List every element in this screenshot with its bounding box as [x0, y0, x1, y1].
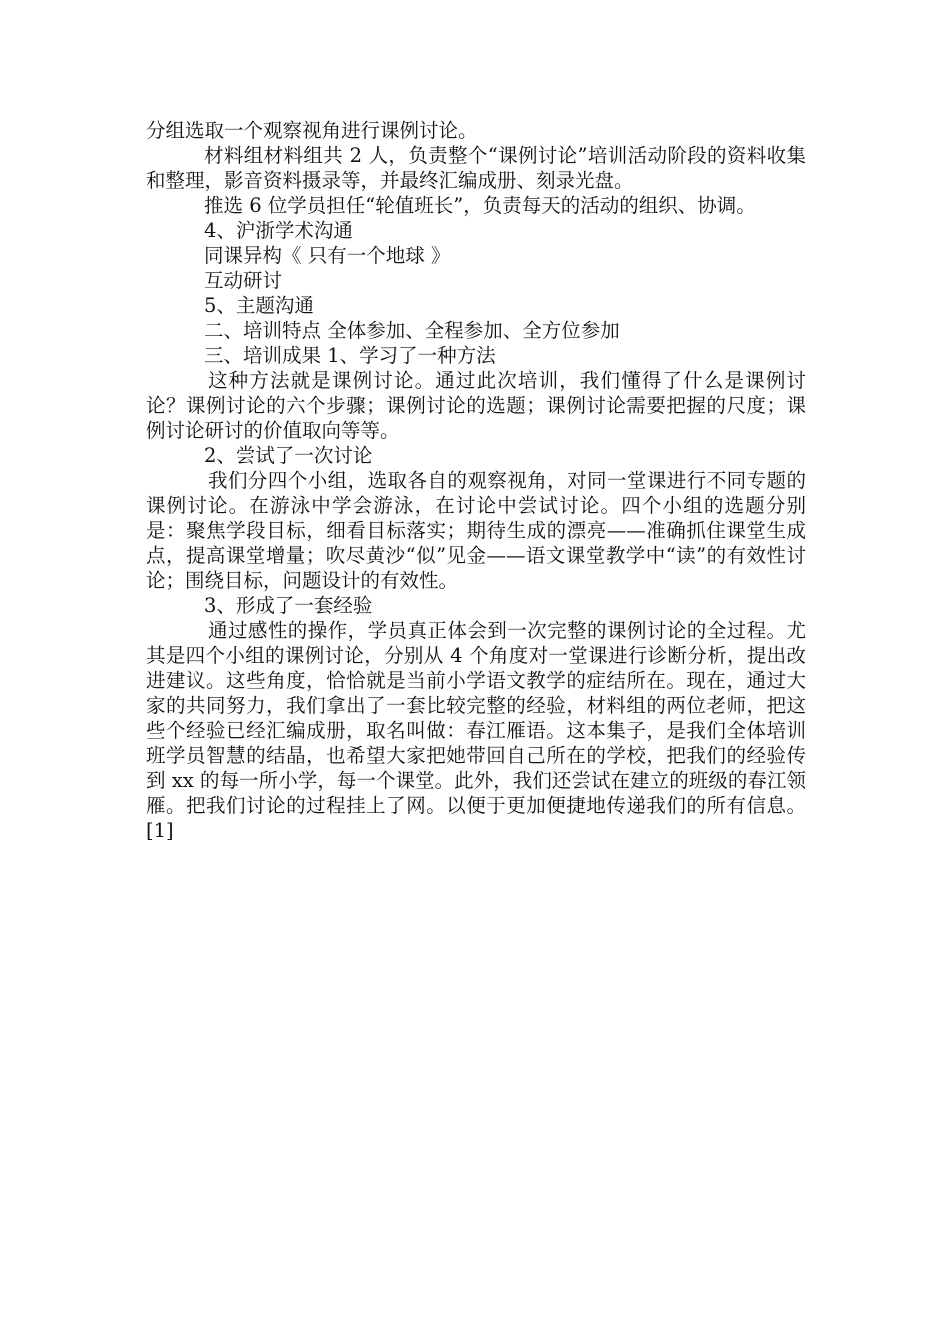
paragraph-1: 分组选取一个观察视角进行课例讨论。: [146, 119, 478, 142]
paragraph-discussion: 我们分四个小组，选取各自的观察视角，对同一堂课进行不同专题的课例讨论。在游泳中学会游泳，在讨论中尝试讨论。四个小组的选题分别是：聚焦学段目标，细看目标落实；期待生成的漂亮——准确抓住课堂生成点，提高课堂增量；吹尽黄沙“似”见金——语文课堂教学中“读”的有效性讨论；围绕目标，问题设计的有效性。: [146, 469, 806, 592]
heading-5: 5、主题沟通: [204, 294, 314, 317]
section-3-heading: 三、培训成果 1、学习了一种方法: [204, 344, 496, 367]
subheading-2: 2、尝试了一次讨论: [204, 444, 373, 467]
document-body: [146, 118, 806, 843]
paragraph-5: 同课异构《 只有一个地球 》: [204, 244, 451, 267]
section-2-heading: 二、培训特点 全体参加、全程参加、全方位参加: [204, 319, 620, 342]
paragraph-6: 互动研讨: [204, 269, 283, 292]
subheading-3: 3、形成了一套经验: [204, 594, 373, 617]
paragraph-3: 推选 6 位学员担任“轮值班长”，负责每天的活动的组织、协调。: [204, 194, 756, 217]
heading-4: 4、沪浙学术沟通: [204, 219, 353, 242]
paragraph-2: 材料组材料组共 2 人，负责整个“课例讨论”培训活动阶段的资料收集和整理，影音资料摄录等，并最终汇编成册、刻录光盘。: [146, 144, 806, 192]
paragraph-experience: 通过感性的操作，学员真正体会到一次完整的课例讨论的全过程。尤其是四个小组的课例讨论，分别从 4 个角度对一堂课进行诊断分析，提出改进建议。这些角度，恰恰就是当前小学语文教学的症结所在。现在，通过大家的共同努力，我们拿出了一套比较完整的经验，材料组的两位老师，把这些个经验已经汇编成册，取名叫做：春江雁语。这本集子，是我们全体培训班学员智慧的结晶，也希望大家把她带回自己所在的学校，把我们的经验传到 xx 的每一所小学，每一个课堂。此外，我们还尝试在建立的班级的春江领雁。把我们讨论的过程挂上了网。以便于更加便捷地传递我们的所有信息。 [1]: [146, 619, 806, 842]
paragraph-method: 这种方法就是课例讨论。通过此次培训，我们懂得了什么是课例讨论？课例讨论的六个步骤；课例讨论的选题；课例讨论需要把握的尺度；课例讨论研讨的价值取向等等。: [146, 369, 806, 442]
